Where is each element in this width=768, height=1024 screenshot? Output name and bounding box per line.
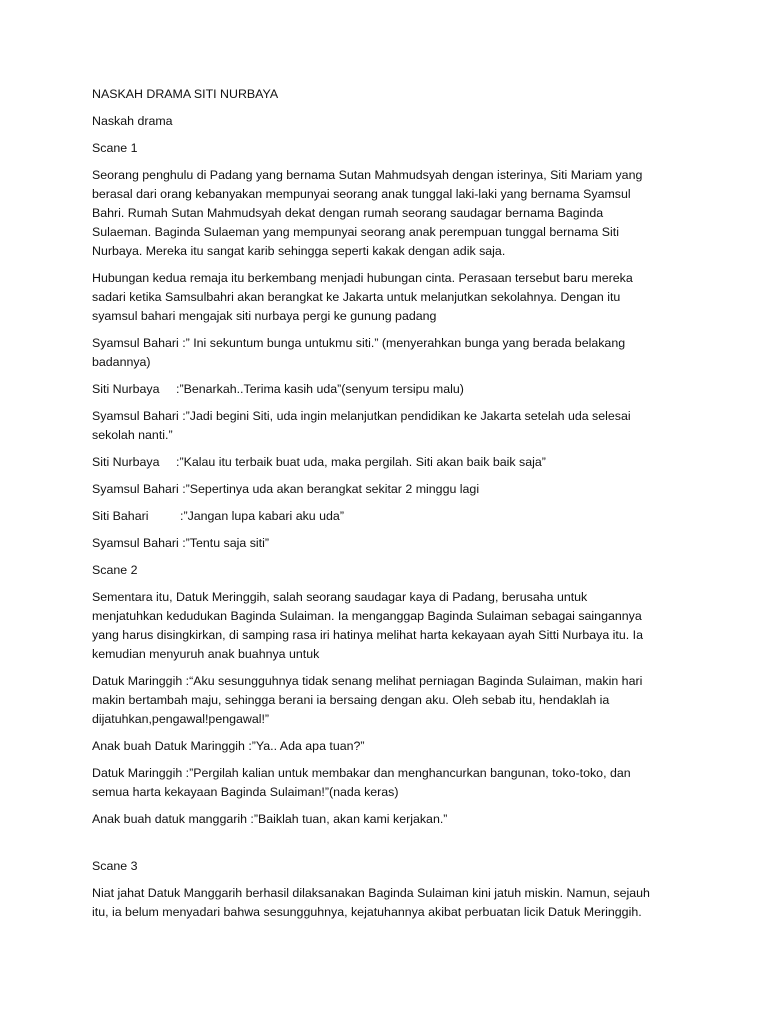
document-body <box>92 85 677 930</box>
dialog-line <box>92 672 677 729</box>
text-line: Syamsul Bahari :” Ini sekuntum bunga untukmu siti.” (menyerahkan bunga yang berada belakang <box>92 336 626 350</box>
text-line: Datuk Maringgih :“Aku sesungguhnya tidak senang melihat perniagan Baginda Sulaiman, makin hari <box>92 674 643 688</box>
dialog-text: :”Benarkah..Terima kasih uda”(senyum tersipu malu) <box>176 382 464 396</box>
text-line: sekolah nanti.” <box>92 428 173 442</box>
dialog-line <box>92 507 677 526</box>
scene-1-heading: Scane 1 <box>92 141 138 155</box>
text-line: berasal dari orang kebanyakan mempunyai seorang anak tunggal laki-laki yang bernama Syamsul <box>92 187 631 201</box>
text-line: Nurbaya. Mereka itu sangat karib sehingga seperti kakak dengan adik saja. <box>92 244 506 258</box>
scene-2-heading: Scane 2 <box>92 563 138 577</box>
dialog-text: :”Kalau itu terbaik buat uda, maka pergilah. Siti akan baik baik saja” <box>176 455 546 469</box>
scene-1-paragraph-1 <box>92 166 677 261</box>
dialog-line: Syamsul Bahari :”Sepertinya uda akan berangkat sekitar 2 minggu lagi <box>92 482 480 496</box>
dialog-line <box>92 453 677 472</box>
dialog-line: Syamsul Bahari :”Tentu saja siti” <box>92 536 269 550</box>
document-title: NASKAH DRAMA SITI NURBAYA <box>92 87 279 101</box>
scene-3-heading: Scane 3 <box>92 859 138 873</box>
dialog-line <box>92 407 677 445</box>
text-line: Datuk Maringgih :”Pergilah kalian untuk membakar dan menghancurkan bangunan, toko-toko, dan <box>92 766 631 780</box>
dialog-line <box>92 334 677 372</box>
text-line: itu, ia belum menyadari bahwa sesungguhnya, kejatuhannya akibat perbuatan licik Datuk Meringgih. <box>92 905 642 919</box>
text-line: kemudian menyuruh anak buahnya untuk <box>92 647 320 661</box>
text-line: dijatuhkan,pengawal!pengawal!” <box>92 712 270 726</box>
text-line: Sulaeman. Baginda Sulaeman yang mempunyai seorang anak perempuan tunggal bernama Siti <box>92 225 619 239</box>
text-line: sadari ketika Samsulbahri akan berangkat ke Jakarta untuk melanjutkan sekolahnya. Dengan itu <box>92 290 621 304</box>
text-line: Sementara itu, Datuk Meringgih, salah seorang saudagar kaya di Padang, berusaha untuk <box>92 590 588 604</box>
text-line: Hubungan kedua remaja itu berkembang menjadi hubungan cinta. Perasaan tersebut baru mereka <box>92 271 633 285</box>
speaker-name: Siti Bahari <box>92 509 149 523</box>
text-line: badannya) <box>92 355 151 369</box>
dialog-line: Anak buah datuk manggarih :”Baiklah tuan, akan kami kerjakan.” <box>92 812 448 826</box>
text-line: Syamsul Bahari :”Jadi begini Siti, uda ingin melanjutkan pendidikan ke Jakarta setelah uda selesai <box>92 409 631 423</box>
scene-3-paragraph-1 <box>92 884 677 922</box>
text-line: yang harus disingkirkan, di samping rasa iri hatinya melihat harta kekayaan ayah Sitti Nurbaya itu. Ia <box>92 628 643 642</box>
dialog-line <box>92 380 677 399</box>
text-line: Niat jahat Datuk Manggarih berhasil dilaksanakan Baginda Sulaiman kini jatuh miskin. Namun, sejauh <box>92 886 650 900</box>
speaker-name: Siti Nurbaya <box>92 382 160 396</box>
text-line: Bahri. Rumah Sutan Mahmudsyah dekat dengan rumah seorang saudagar bernama Baginda <box>92 206 604 220</box>
text-line: semua harta kekayaan Baginda Sulaiman!”(nada keras) <box>92 785 399 799</box>
speaker-name: Siti Nurbaya <box>92 455 160 469</box>
document-subtitle: Naskah drama <box>92 114 173 128</box>
text-line: makin bertambah maju, sehingga berani ia bersaing dengan aku. Oleh sebab itu, hendaklah ia <box>92 693 610 707</box>
scene-2-paragraph-1 <box>92 588 677 664</box>
dialog-line: Anak buah Datuk Maringgih :”Ya.. Ada apa tuan?” <box>92 739 365 753</box>
text-line: menjatuhkan kedudukan Baginda Sulaiman. Ia menganggap Baginda Sulaiman sebagai saingannya <box>92 609 642 623</box>
scene-1-paragraph-2 <box>92 269 677 326</box>
text-line: Seorang penghulu di Padang yang bernama Sutan Mahmudsyah dengan isterinya, Siti Mariam yang <box>92 168 643 182</box>
dialog-text: :”Jangan lupa kabari aku uda” <box>180 509 344 523</box>
text-line: syamsul bahari mengajak siti nurbaya pergi ke gunung padang <box>92 309 437 323</box>
dialog-line <box>92 764 677 802</box>
